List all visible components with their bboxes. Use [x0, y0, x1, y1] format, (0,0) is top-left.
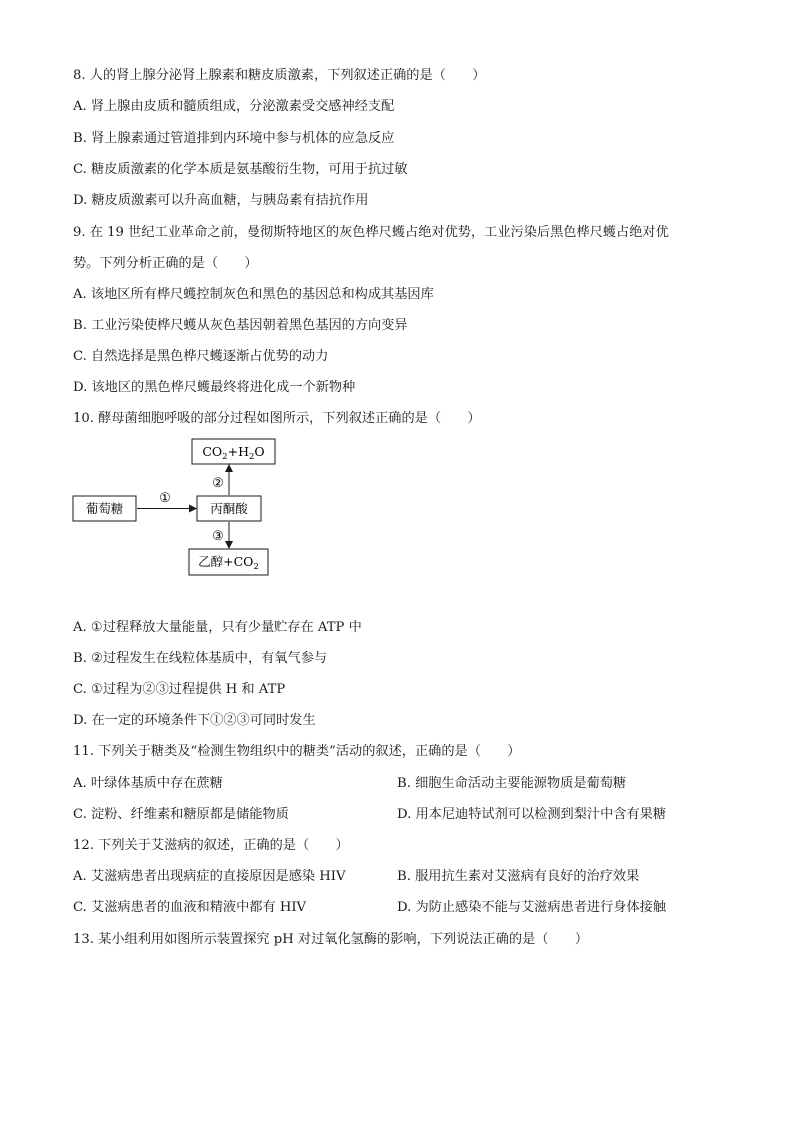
- step1-label: ①: [159, 491, 171, 506]
- q12-option-c: C. 艾滋病患者的血液和精液中都有 HIV: [73, 900, 307, 915]
- q8-option-d: D. 糖皮质激素可以升高血糖，与胰岛素有拮抗作用: [73, 193, 369, 208]
- q10-stem: 10. 酵母菌细胞呼吸的部分过程如图所示，下列叙述正确的是（ ）: [73, 411, 481, 426]
- q8-option-c: C. 糖皮质激素的化学本质是氨基酸衍生物，可用于抗过敏: [73, 162, 408, 177]
- q8-stem: 8. 人的肾上腺分泌肾上腺素和糖皮质激素，下列叙述正确的是（ ）: [73, 68, 486, 83]
- q10-option-d: D. 在一定的环境条件下①②③可同时发生: [73, 713, 316, 728]
- step3-label: ③: [212, 529, 224, 544]
- q11-option-a: A. 叶绿体基质中存在蔗糖: [73, 776, 223, 791]
- q11-option-b: B. 细胞生命活动主要能源物质是葡萄糖: [397, 776, 627, 791]
- ethanol-co2-label: 乙醇$+CO_2$: [198, 554, 259, 572]
- q12-option-a: A. 艾滋病患者出现病症的直接原因是感染 HIV: [73, 869, 346, 884]
- q9-stem-line1: 9. 在 19 世纪工业革命之前，曼彻斯特地区的灰色桦尺蠖占绝对优势，工业污染后黑色桦尺蠖占绝对优: [73, 225, 669, 240]
- step2-label: ②: [212, 476, 224, 491]
- q9-option-b: B. 工业污染使桦尺蠖从灰色基因朝着黑色基因的方向变异: [73, 318, 408, 333]
- q9-option-d: D. 该地区的黑色桦尺蠖最终将进化成一个新物种: [73, 380, 356, 395]
- q8-option-b: B. 肾上腺素通过管道排到内环境中参与机体的应急反应: [73, 131, 395, 146]
- q11-option-d: D. 用本尼迪特试剂可以检测到梨汁中含有果糖: [397, 807, 667, 822]
- q11-stem: 11. 下列关于糖类及“检测生物组织中的糖类”活动的叙述，正确的是（ ）: [73, 744, 521, 759]
- q12-stem: 12. 下列关于艾滋病的叙述，正确的是（ ）: [73, 838, 349, 853]
- q8-option-a: A. 肾上腺由皮质和髓质组成，分泌激素受交感神经支配: [73, 99, 395, 114]
- q11-option-c: C. 淀粉、纤维素和糖原都是储能物质: [73, 807, 289, 822]
- q12-option-d: D. 为防止感染不能与艾滋病患者进行身体接触: [397, 900, 667, 915]
- q9-stem-line2: 势。下列分析正确的是（ ）: [73, 256, 258, 271]
- q12-option-b: B. 服用抗生素对艾滋病有良好的治疗效果: [397, 869, 640, 884]
- co2-h2o-label: $CO_2+H_2O$: [202, 444, 265, 462]
- q13-stem: 13. 某小组利用如图所示装置探究 pH 对过氧化氢酶的影响，下列说法正确的是（ ）: [73, 932, 589, 947]
- q10-option-b: B. ②过程发生在线粒体基质中，有氧气参与: [73, 651, 328, 666]
- q10-option-a: A. ①过程释放大量能量，只有少量贮存在 ATP 中: [73, 620, 362, 635]
- glucose-label: 葡萄糖: [85, 501, 124, 516]
- q10-option-c: C. ①过程为②③过程提供 H 和 ATP: [73, 682, 286, 697]
- pyruvate-label: 丙酮酸: [210, 501, 248, 516]
- q9-option-c: C. 自然选择是黑色桦尺蠖逐渐占优势的动力: [73, 349, 329, 364]
- q9-option-a: A. 该地区所有桦尺蠖控制灰色和黑色的基因总和构成其基因库: [73, 287, 434, 302]
